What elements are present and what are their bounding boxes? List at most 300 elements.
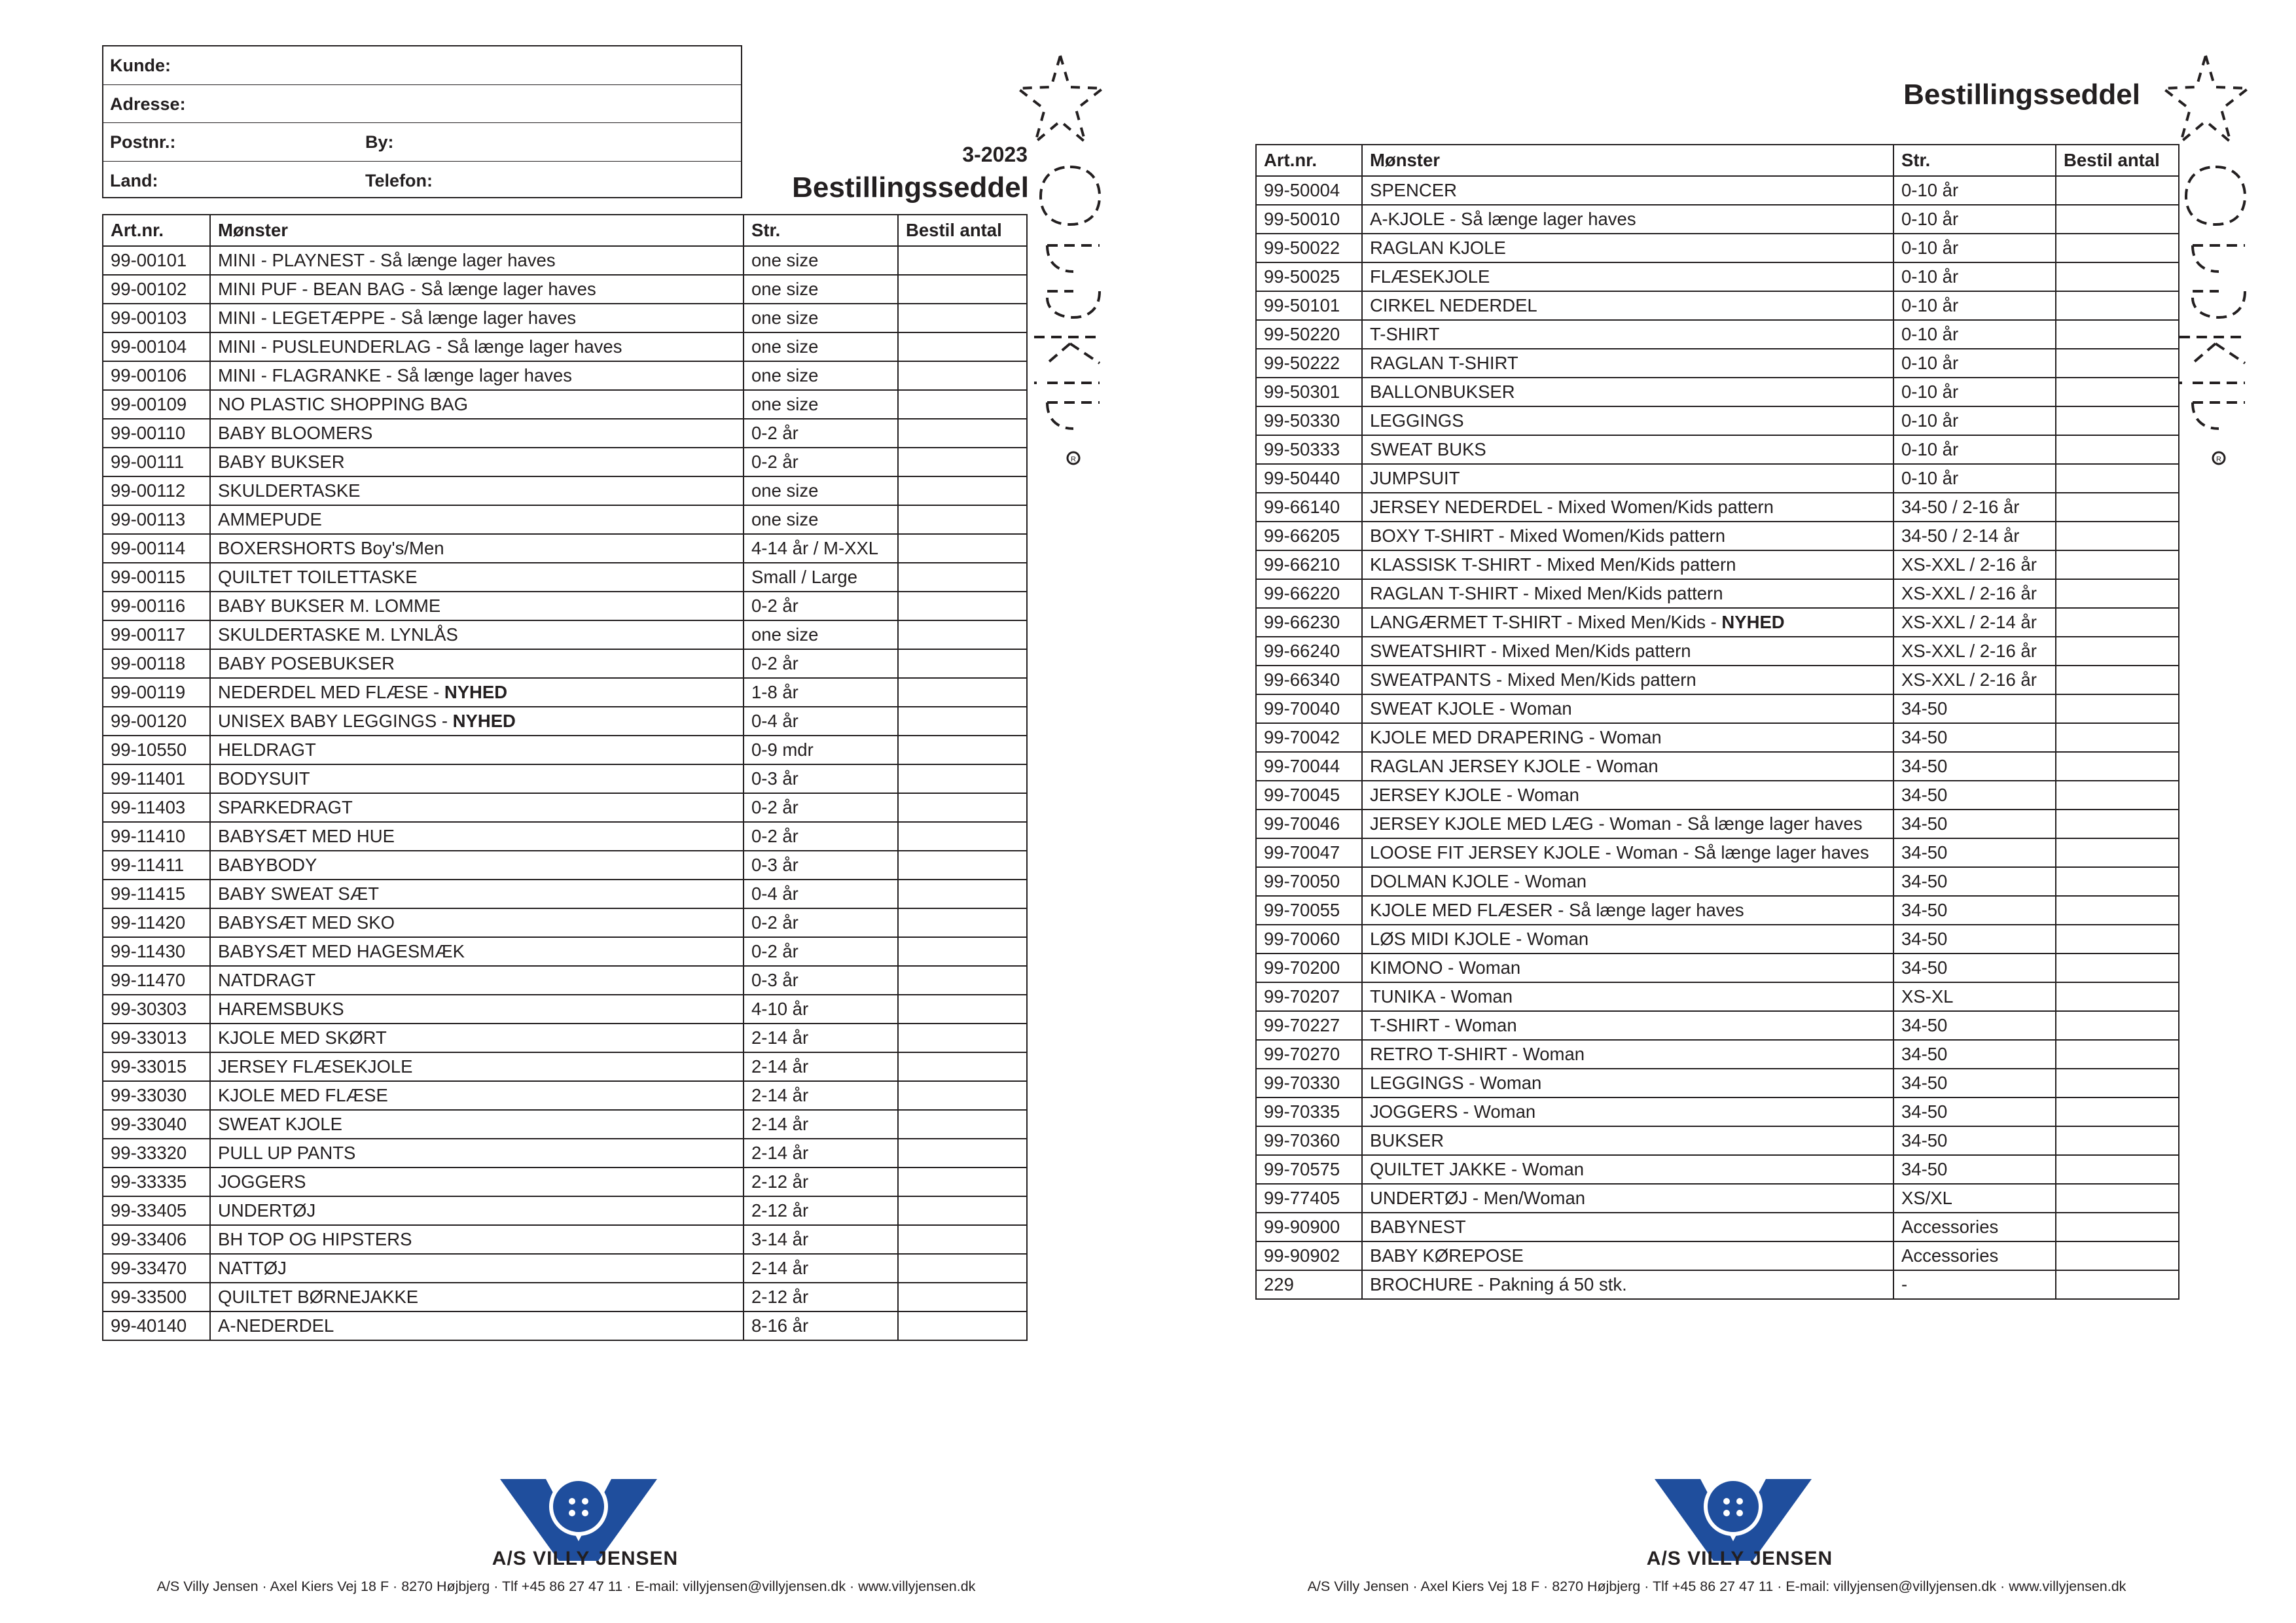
art-number: 99-11401 bbox=[103, 764, 210, 793]
pattern-text: JUMPSUIT bbox=[1370, 468, 1460, 488]
order-quantity-field[interactable] bbox=[2056, 464, 2179, 493]
pattern-text: BODYSUIT bbox=[218, 768, 310, 789]
order-quantity-field[interactable] bbox=[2056, 493, 2179, 522]
size: 1-8 år bbox=[744, 678, 898, 707]
pattern-name bbox=[210, 1052, 744, 1081]
order-quantity-field[interactable] bbox=[2056, 320, 2179, 349]
col-header-pattern: Mønster bbox=[1362, 145, 1893, 176]
order-quantity-field[interactable] bbox=[898, 275, 1027, 304]
table-row bbox=[1256, 666, 2179, 694]
size: 0-3 år bbox=[744, 966, 898, 995]
order-quantity-field[interactable] bbox=[2056, 694, 2179, 723]
size: 34-50 bbox=[1893, 723, 2056, 752]
order-quantity-field[interactable] bbox=[2056, 810, 2179, 838]
art-number: 99-33500 bbox=[103, 1283, 210, 1311]
pattern-name bbox=[210, 793, 744, 822]
order-quantity-field[interactable] bbox=[898, 736, 1027, 764]
pattern-text: KLASSISK T-SHIRT - Mixed Men/Kids pattern bbox=[1370, 554, 1736, 575]
pattern-text: SWEAT KJOLE bbox=[218, 1114, 343, 1134]
pattern-name bbox=[210, 966, 744, 995]
art-number: 99-00102 bbox=[103, 275, 210, 304]
pattern-name bbox=[1362, 694, 1893, 723]
company-logo-text: A/S VILLY JENSEN bbox=[1646, 1548, 1833, 1569]
table-row bbox=[103, 937, 1027, 966]
art-number: 99-50220 bbox=[1256, 320, 1362, 349]
size: 34-50 bbox=[1893, 1097, 2056, 1126]
pattern-text: SKULDERTASKE bbox=[218, 480, 361, 501]
art-number: 99-33015 bbox=[103, 1052, 210, 1081]
order-quantity-field[interactable] bbox=[898, 937, 1027, 966]
pattern-name bbox=[210, 678, 744, 707]
customer-row-adresse[interactable] bbox=[103, 85, 741, 124]
pattern-name bbox=[210, 275, 744, 304]
table-row bbox=[1256, 349, 2179, 378]
customer-row-kunde[interactable] bbox=[103, 46, 741, 85]
table-row bbox=[103, 966, 1027, 995]
order-quantity-field[interactable] bbox=[2056, 982, 2179, 1011]
order-quantity-field[interactable] bbox=[2056, 349, 2179, 378]
pattern-name bbox=[210, 563, 744, 592]
order-quantity-field[interactable] bbox=[898, 1139, 1027, 1168]
page-title: Bestillingsseddel bbox=[1903, 79, 2140, 111]
art-number: 99-66210 bbox=[1256, 550, 1362, 579]
pattern-name bbox=[1362, 1184, 1893, 1213]
order-quantity-field[interactable] bbox=[898, 1225, 1027, 1254]
table-row bbox=[103, 476, 1027, 505]
pattern-name bbox=[1362, 838, 1893, 867]
pattern-text: MINI PUF - BEAN BAG - Så længe lager haves bbox=[218, 279, 596, 299]
art-number: 99-00106 bbox=[103, 361, 210, 390]
pattern-name bbox=[1362, 493, 1893, 522]
art-number: 99-00116 bbox=[103, 592, 210, 620]
table-row bbox=[103, 793, 1027, 822]
order-quantity-field[interactable] bbox=[898, 1052, 1027, 1081]
table-row bbox=[1256, 1126, 2179, 1155]
table-row bbox=[1256, 1011, 2179, 1040]
size: 34-50 bbox=[1893, 810, 2056, 838]
pattern-text: JERSEY KJOLE MED LÆG - Woman - Så længe lager haves bbox=[1370, 813, 1863, 834]
order-quantity-field[interactable] bbox=[898, 908, 1027, 937]
pattern-name bbox=[1362, 723, 1893, 752]
col-header-size: Str. bbox=[744, 215, 898, 246]
size: 34-50 / 2-14 år bbox=[1893, 522, 2056, 550]
size: one size bbox=[744, 505, 898, 534]
order-quantity-field[interactable] bbox=[2056, 378, 2179, 406]
pattern-name bbox=[1362, 406, 1893, 435]
size: XS-XXL / 2-16 år bbox=[1893, 579, 2056, 608]
art-number: 99-50301 bbox=[1256, 378, 1362, 406]
table-row bbox=[1256, 608, 2179, 637]
pattern-text: SPENCER bbox=[1370, 180, 1457, 200]
order-quantity-field[interactable] bbox=[2056, 925, 2179, 954]
order-quantity-field[interactable] bbox=[2056, 666, 2179, 694]
size: 34-50 bbox=[1893, 954, 2056, 982]
size: 34-50 bbox=[1893, 838, 2056, 867]
pattern-name bbox=[1362, 954, 1893, 982]
order-table bbox=[102, 214, 1028, 1341]
table-row bbox=[1256, 291, 2179, 320]
order-quantity-field[interactable] bbox=[898, 1024, 1027, 1052]
order-quantity-field[interactable] bbox=[2056, 1069, 2179, 1097]
pattern-text: T-SHIRT - Woman bbox=[1370, 1015, 1517, 1035]
order-quantity-field[interactable] bbox=[2056, 637, 2179, 666]
order-quantity-field[interactable] bbox=[2056, 1126, 2179, 1155]
art-number: 99-70227 bbox=[1256, 1011, 1362, 1040]
table-row bbox=[103, 304, 1027, 332]
art-number: 99-11415 bbox=[103, 880, 210, 908]
table-row bbox=[103, 1283, 1027, 1311]
order-quantity-field[interactable] bbox=[2056, 1011, 2179, 1040]
pattern-name bbox=[210, 1024, 744, 1052]
order-quantity-field[interactable] bbox=[898, 620, 1027, 649]
pattern-text: JERSEY NEDERDEL - Mixed Women/Kids pattern bbox=[1370, 497, 1774, 517]
pattern-name bbox=[1362, 781, 1893, 810]
size: 0-10 år bbox=[1893, 349, 2056, 378]
table-row bbox=[103, 736, 1027, 764]
size: XS-XXL / 2-14 år bbox=[1893, 608, 2056, 637]
pattern-text: SWEATPANTS - Mixed Men/Kids pattern bbox=[1370, 669, 1696, 690]
pattern-text: JOGGERS bbox=[218, 1171, 306, 1192]
order-quantity-field[interactable] bbox=[898, 448, 1027, 476]
art-number: 99-00110 bbox=[103, 419, 210, 448]
pattern-name bbox=[1362, 810, 1893, 838]
pattern-name bbox=[1362, 1213, 1893, 1241]
order-quantity-field[interactable] bbox=[2056, 1213, 2179, 1241]
order-quantity-field[interactable] bbox=[898, 476, 1027, 505]
order-quantity-field[interactable] bbox=[2056, 1184, 2179, 1213]
art-number: 99-33335 bbox=[103, 1168, 210, 1196]
pattern-text: RAGLAN JERSEY KJOLE - Woman bbox=[1370, 756, 1659, 776]
pattern-text: QUILTET BØRNEJAKKE bbox=[218, 1287, 419, 1307]
table-row bbox=[103, 880, 1027, 908]
size: 0-10 år bbox=[1893, 262, 2056, 291]
size: 2-12 år bbox=[744, 1168, 898, 1196]
art-number: 99-00117 bbox=[103, 620, 210, 649]
pattern-name bbox=[1362, 1040, 1893, 1069]
pattern-text: LOOSE FIT JERSEY KJOLE - Woman - Så længe lager haves bbox=[1370, 842, 1869, 863]
pattern-name bbox=[210, 822, 744, 851]
table-row bbox=[103, 1168, 1027, 1196]
pattern-text: BOXERSHORTS Boy's/Men bbox=[218, 538, 444, 558]
order-quantity-field[interactable] bbox=[2056, 608, 2179, 637]
pattern-name bbox=[1362, 1270, 1893, 1299]
customer-row-postnr-by[interactable] bbox=[103, 123, 741, 162]
art-number: 99-70207 bbox=[1256, 982, 1362, 1011]
art-number: 99-66140 bbox=[1256, 493, 1362, 522]
order-quantity-field[interactable] bbox=[898, 1081, 1027, 1110]
order-quantity-field[interactable] bbox=[2056, 1097, 2179, 1126]
pattern-text: LEGGINGS - Woman bbox=[1370, 1073, 1542, 1093]
art-number: 99-00103 bbox=[103, 304, 210, 332]
customer-row-land-telefon[interactable] bbox=[103, 162, 741, 200]
pattern-text: NATDRAGT bbox=[218, 970, 316, 990]
size: 34-50 bbox=[1893, 1011, 2056, 1040]
pattern-text: KIMONO - Woman bbox=[1370, 957, 1521, 978]
pattern-name bbox=[210, 649, 744, 678]
order-quantity-field[interactable] bbox=[2056, 234, 2179, 262]
pattern-name bbox=[1362, 1241, 1893, 1270]
pattern-text: UNDERTØJ bbox=[218, 1200, 316, 1221]
table-row bbox=[1256, 234, 2179, 262]
order-quantity-field[interactable] bbox=[2056, 954, 2179, 982]
pattern-text: BALLONBUKSER bbox=[1370, 382, 1515, 402]
order-quantity-field[interactable] bbox=[898, 995, 1027, 1024]
pattern-name bbox=[210, 908, 744, 937]
order-quantity-field[interactable] bbox=[2056, 896, 2179, 925]
art-number: 99-70050 bbox=[1256, 867, 1362, 896]
table-row bbox=[1256, 522, 2179, 550]
order-quantity-field[interactable] bbox=[2056, 1155, 2179, 1184]
order-quantity-field[interactable] bbox=[898, 764, 1027, 793]
table-row bbox=[1256, 262, 2179, 291]
order-quantity-field[interactable] bbox=[2056, 176, 2179, 205]
table-row bbox=[103, 361, 1027, 390]
size: XS-XL bbox=[1893, 982, 2056, 1011]
order-quantity-field[interactable] bbox=[2056, 522, 2179, 550]
pattern-text: JERSEY FLÆSEKJOLE bbox=[218, 1056, 413, 1077]
art-number: 99-66240 bbox=[1256, 637, 1362, 666]
adresse-label: Adresse: bbox=[110, 94, 186, 114]
art-number: 99-00118 bbox=[103, 649, 210, 678]
table-row bbox=[103, 1110, 1027, 1139]
art-number: 99-50004 bbox=[1256, 176, 1362, 205]
art-number: 99-50022 bbox=[1256, 234, 1362, 262]
art-number: 99-33030 bbox=[103, 1081, 210, 1110]
order-quantity-field[interactable] bbox=[898, 1196, 1027, 1225]
order-quantity-field[interactable] bbox=[898, 880, 1027, 908]
art-number: 99-00119 bbox=[103, 678, 210, 707]
table-row bbox=[103, 1254, 1027, 1283]
order-quantity-field[interactable] bbox=[2056, 1270, 2179, 1299]
table-row bbox=[1256, 1097, 2179, 1126]
order-quantity-field[interactable] bbox=[898, 1283, 1027, 1311]
svg-text:R: R bbox=[1071, 455, 1076, 463]
order-quantity-field[interactable] bbox=[898, 1311, 1027, 1340]
pattern-text: UNDERTØJ - Men/Woman bbox=[1370, 1188, 1586, 1208]
table-row bbox=[1256, 925, 2179, 954]
order-quantity-field[interactable] bbox=[898, 563, 1027, 592]
order-quantity-field[interactable] bbox=[2056, 867, 2179, 896]
pattern-name bbox=[210, 1283, 744, 1311]
table-row bbox=[1256, 867, 2179, 896]
pattern-text: BABYNEST bbox=[1370, 1217, 1466, 1237]
table-row bbox=[103, 505, 1027, 534]
art-number: 99-00120 bbox=[103, 707, 210, 736]
order-quantity-field[interactable] bbox=[2056, 435, 2179, 464]
order-quantity-field[interactable] bbox=[2056, 550, 2179, 579]
order-quantity-field[interactable] bbox=[898, 966, 1027, 995]
art-number: 99-33406 bbox=[103, 1225, 210, 1254]
pattern-text: SWEAT KJOLE - Woman bbox=[1370, 698, 1572, 719]
art-number: 99-70360 bbox=[1256, 1126, 1362, 1155]
pattern-text: A-KJOLE - Så længe lager haves bbox=[1370, 209, 1636, 229]
pattern-name bbox=[1362, 982, 1893, 1011]
pattern-text: MINI - PUSLEUNDERLAG - Så længe lager haves bbox=[218, 336, 622, 357]
footer-address: A/S Villy Jensen · Axel Kiers Vej 18 F · 8270 Højbjerg · Tlf +45 86 27 47 11 · E-mail: villyjensen@villyjensen.dk · www.villyjensen.dk bbox=[156, 1578, 976, 1594]
pattern-name bbox=[210, 1254, 744, 1283]
art-number: 99-90900 bbox=[1256, 1213, 1362, 1241]
pattern-name bbox=[210, 448, 744, 476]
size: 34-50 bbox=[1893, 752, 2056, 781]
order-quantity-field[interactable] bbox=[2056, 1040, 2179, 1069]
order-quantity-field[interactable] bbox=[2056, 291, 2179, 320]
pattern-name bbox=[210, 1196, 744, 1225]
pattern-name bbox=[1362, 896, 1893, 925]
art-number: 99-33013 bbox=[103, 1024, 210, 1052]
col-header-size: Str. bbox=[1893, 145, 2056, 176]
table-row bbox=[1256, 176, 2179, 205]
order-quantity-field[interactable] bbox=[2056, 781, 2179, 810]
pattern-name bbox=[1362, 262, 1893, 291]
order-quantity-field[interactable] bbox=[898, 1110, 1027, 1139]
size: 34-50 bbox=[1893, 694, 2056, 723]
table-row bbox=[103, 1052, 1027, 1081]
order-quantity-field[interactable] bbox=[898, 332, 1027, 361]
table-header-row bbox=[103, 215, 1027, 246]
pattern-text: HELDRAGT bbox=[218, 740, 316, 760]
art-number: 99-11411 bbox=[103, 851, 210, 880]
table-row bbox=[103, 592, 1027, 620]
order-quantity-field[interactable] bbox=[2056, 262, 2179, 291]
issue-number: 3-2023 bbox=[962, 143, 1028, 166]
art-number: 99-66340 bbox=[1256, 666, 1362, 694]
art-number: 99-10550 bbox=[103, 736, 210, 764]
order-quantity-field[interactable] bbox=[898, 793, 1027, 822]
pattern-name bbox=[210, 332, 744, 361]
pattern-name bbox=[1362, 925, 1893, 954]
order-quantity-field[interactable] bbox=[898, 1254, 1027, 1283]
telefon-label: Telefon: bbox=[365, 170, 433, 190]
size: 0-2 år bbox=[744, 592, 898, 620]
order-quantity-field[interactable] bbox=[2056, 723, 2179, 752]
size: 2-14 år bbox=[744, 1081, 898, 1110]
order-quantity-field[interactable] bbox=[898, 304, 1027, 332]
order-quantity-field[interactable] bbox=[898, 592, 1027, 620]
order-quantity-field[interactable] bbox=[2056, 406, 2179, 435]
order-quantity-field[interactable] bbox=[898, 390, 1027, 419]
size: 34-50 bbox=[1893, 925, 2056, 954]
size: 0-2 år bbox=[744, 448, 898, 476]
pattern-text: SPARKEDRAGT bbox=[218, 797, 353, 817]
order-quantity-field[interactable] bbox=[898, 1168, 1027, 1196]
table-row bbox=[1256, 550, 2179, 579]
table-row bbox=[103, 448, 1027, 476]
pattern-name bbox=[210, 1311, 744, 1340]
pattern-text: KJOLE MED FLÆSE bbox=[218, 1085, 388, 1105]
table-row bbox=[1256, 1069, 2179, 1097]
table-row bbox=[1256, 1155, 2179, 1184]
pattern-name bbox=[1362, 608, 1893, 637]
pattern-name bbox=[210, 1139, 744, 1168]
pattern-name bbox=[210, 505, 744, 534]
pattern-name bbox=[1362, 550, 1893, 579]
col-header-pattern: Mønster bbox=[210, 215, 744, 246]
table-row bbox=[1256, 723, 2179, 752]
table-row bbox=[1256, 752, 2179, 781]
pattern-text: LEGGINGS bbox=[1370, 410, 1464, 431]
order-quantity-field[interactable] bbox=[898, 419, 1027, 448]
vertical-wordmark-icon bbox=[1034, 167, 1100, 429]
order-quantity-field[interactable] bbox=[898, 707, 1027, 736]
pattern-name bbox=[210, 764, 744, 793]
order-quantity-field[interactable] bbox=[2056, 838, 2179, 867]
size: Small / Large bbox=[744, 563, 898, 592]
table-row bbox=[103, 707, 1027, 736]
pattern-name bbox=[210, 1168, 744, 1196]
size: 2-14 år bbox=[744, 1110, 898, 1139]
table-row bbox=[103, 822, 1027, 851]
size: 0-10 år bbox=[1893, 291, 2056, 320]
art-number: 99-70200 bbox=[1256, 954, 1362, 982]
table-row bbox=[103, 390, 1027, 419]
art-number: 99-70044 bbox=[1256, 752, 1362, 781]
table-row bbox=[1256, 1213, 2179, 1241]
order-quantity-field[interactable] bbox=[2056, 579, 2179, 608]
pattern-name bbox=[210, 476, 744, 505]
size: 0-2 år bbox=[744, 937, 898, 966]
order-quantity-field[interactable] bbox=[898, 505, 1027, 534]
table-row bbox=[103, 995, 1027, 1024]
svg-text:R: R bbox=[2216, 455, 2221, 463]
pattern-name bbox=[210, 419, 744, 448]
pattern-name bbox=[1362, 522, 1893, 550]
order-quantity-field[interactable] bbox=[2056, 752, 2179, 781]
art-number: 99-70060 bbox=[1256, 925, 1362, 954]
art-number: 99-00112 bbox=[103, 476, 210, 505]
pattern-name bbox=[1362, 234, 1893, 262]
order-quantity-field[interactable] bbox=[2056, 1241, 2179, 1270]
order-quantity-field[interactable] bbox=[898, 246, 1027, 275]
table-row bbox=[103, 764, 1027, 793]
postnr-label: Postnr.: bbox=[110, 132, 176, 152]
order-quantity-field[interactable] bbox=[898, 851, 1027, 880]
pattern-text: T-SHIRT bbox=[1370, 324, 1440, 344]
art-number: 99-66205 bbox=[1256, 522, 1362, 550]
order-quantity-field[interactable] bbox=[898, 361, 1027, 390]
order-quantity-field[interactable] bbox=[898, 678, 1027, 707]
art-number: 99-50333 bbox=[1256, 435, 1362, 464]
order-table-right bbox=[1255, 144, 2179, 1300]
art-number: 99-00109 bbox=[103, 390, 210, 419]
order-quantity-field[interactable] bbox=[898, 534, 1027, 563]
order-quantity-field[interactable] bbox=[898, 822, 1027, 851]
pattern-name bbox=[210, 1225, 744, 1254]
size: 0-2 år bbox=[744, 908, 898, 937]
art-number: 99-66230 bbox=[1256, 608, 1362, 637]
size: 0-9 mdr bbox=[744, 736, 898, 764]
pattern-text: BH TOP OG HIPSTERS bbox=[218, 1229, 412, 1249]
art-number: 99-33405 bbox=[103, 1196, 210, 1225]
size: - bbox=[1893, 1270, 2056, 1299]
pattern-text: BOXY T-SHIRT - Mixed Women/Kids pattern bbox=[1370, 526, 1726, 546]
size: 0-2 år bbox=[744, 649, 898, 678]
order-quantity-field[interactable] bbox=[2056, 205, 2179, 234]
size: one size bbox=[744, 620, 898, 649]
pattern-name bbox=[1362, 349, 1893, 378]
pattern-name bbox=[1362, 291, 1893, 320]
pattern-name bbox=[1362, 378, 1893, 406]
table-row bbox=[1256, 896, 2179, 925]
pattern-text: RETRO T-SHIRT - Woman bbox=[1370, 1044, 1585, 1064]
pattern-text: UNISEX BABY LEGGINGS - bbox=[218, 711, 453, 731]
pattern-name bbox=[1362, 867, 1893, 896]
size: 0-3 år bbox=[744, 851, 898, 880]
order-quantity-field[interactable] bbox=[898, 649, 1027, 678]
pattern-text: BABY BUKSER bbox=[218, 452, 345, 472]
table-row bbox=[1256, 493, 2179, 522]
size: 2-14 år bbox=[744, 1254, 898, 1283]
pattern-name bbox=[1362, 1011, 1893, 1040]
